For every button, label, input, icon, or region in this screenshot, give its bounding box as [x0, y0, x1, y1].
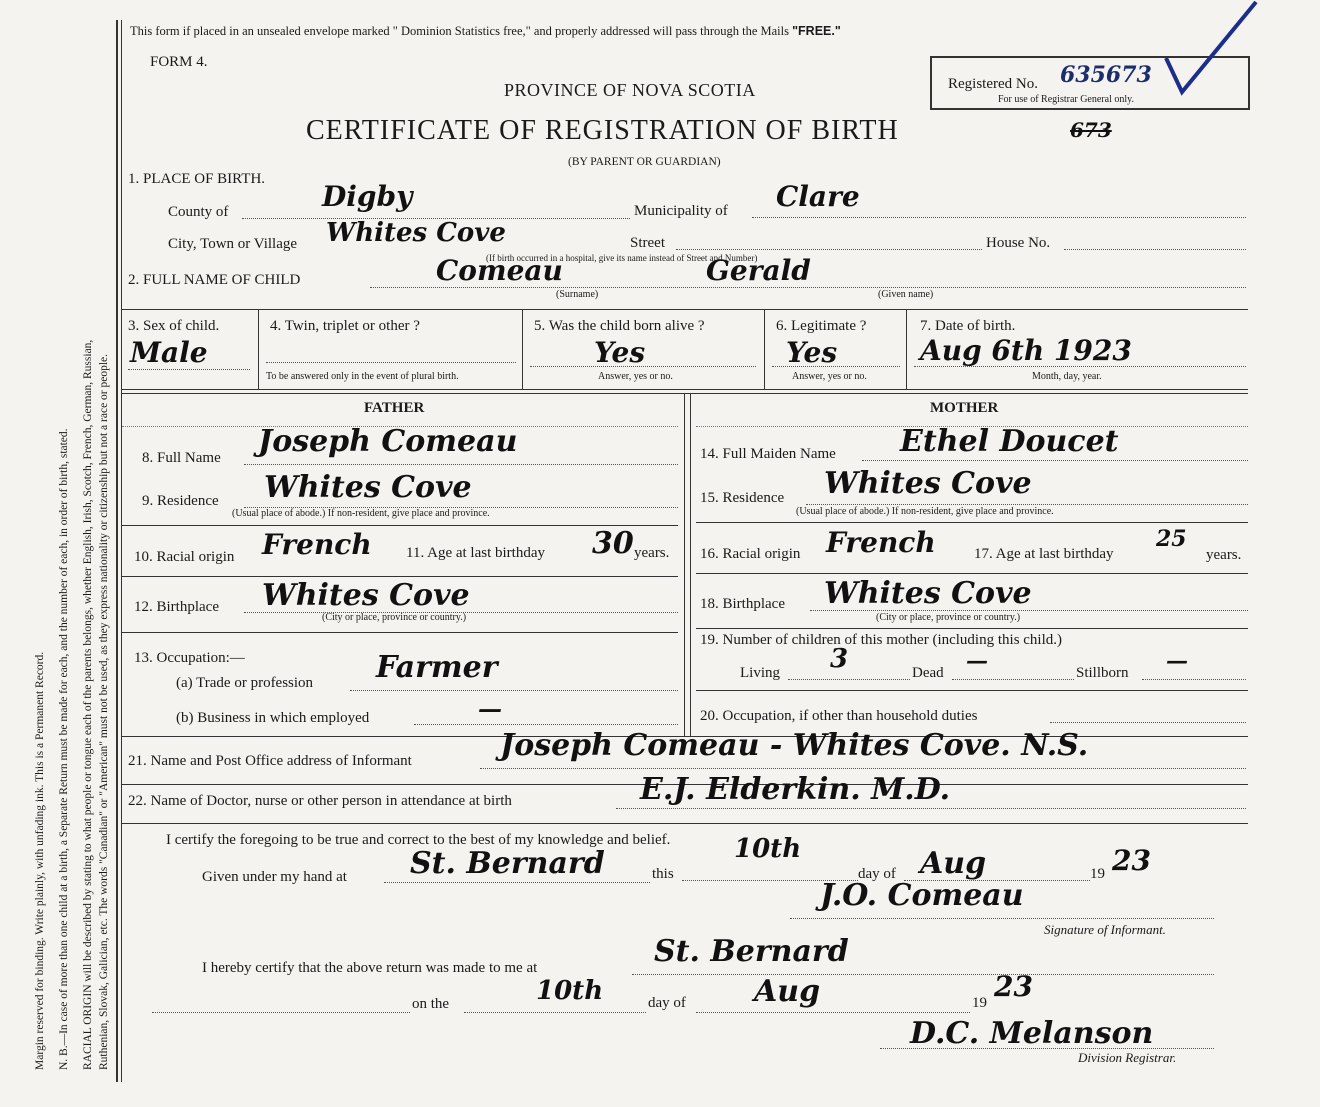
municipality-value: Clare [776, 180, 860, 213]
this-label: this [652, 866, 674, 882]
born-alive-value: Yes [594, 336, 646, 369]
mother-occupation-label: 20. Occupation, if other than household duties [700, 708, 978, 724]
mother-race-label: 16. Racial origin [700, 546, 801, 562]
informant-signature: J.O. Comeau [820, 878, 1024, 913]
municipality-label: Municipality of [634, 203, 728, 219]
given-year-value: 23 [1112, 844, 1151, 877]
father-age-value: 30 [592, 526, 634, 561]
father-name-value: Joseph Comeau [258, 424, 518, 459]
dob-note: Month, day, year. [1032, 371, 1102, 382]
registrar-signature: D.C. Melanson [910, 1016, 1154, 1051]
sex-label: 3. Sex of child. [128, 318, 220, 334]
dob-label: 7. Date of birth. [920, 318, 1016, 334]
county-value: Digby [322, 180, 413, 213]
mother-residence-value: Whites Cove [824, 466, 1032, 501]
place-of-birth-label: 1. PLACE OF BIRTH. [128, 171, 266, 187]
father-trade-label: (a) Trade or profession [176, 675, 314, 691]
division-registrar-caption: Division Registrar. [1078, 1050, 1177, 1065]
margin-rule-inner [121, 20, 122, 1082]
given-day-value: 10th [734, 834, 802, 864]
sex-value: Male [130, 336, 208, 369]
legitimate-label: 6. Legitimate ? [776, 318, 867, 334]
hospital-note: (If birth occurred in a hospital, give its name instead of Street and Number) [486, 253, 758, 263]
surname-value: Comeau [436, 254, 563, 287]
street-label: Street [630, 235, 665, 251]
given-name-caption: (Given name) [878, 289, 934, 300]
mother-age-value: 25 [1156, 526, 1187, 552]
certificate-title: CERTIFICATE OF REGISTRATION OF BIRTH [306, 115, 899, 146]
twin-note: To be answered only in the event of plural birth. [266, 371, 459, 382]
father-business-value: — [478, 694, 502, 723]
year-prefix-label-2: 19 [972, 995, 987, 1011]
dob-value: Aug 6th 1923 [920, 334, 1132, 367]
signature-informant-caption: Signature of Informant. [1044, 922, 1166, 937]
given-month-value: Aug [920, 846, 987, 881]
registration-place-value: St. Bernard [654, 934, 849, 969]
stillborn-value: — [1166, 648, 1188, 674]
mother-birthplace-note: (City or place, province or country.) [876, 612, 1021, 623]
full-name-label: 2. FULL NAME OF CHILD [128, 272, 301, 288]
father-race-value: French [262, 528, 372, 561]
father-birthplace-value: Whites Cove [262, 578, 470, 613]
mother-race-value: French [826, 526, 936, 559]
father-birthplace-note: (City or place, province or country.) [322, 612, 467, 623]
house-label: House No. [986, 235, 1051, 251]
day-of-label: day of [858, 866, 896, 882]
legitimate-note: Answer, yes or no. [792, 371, 867, 382]
stillborn-label: Stillborn [1076, 665, 1129, 681]
dead-value: — [966, 648, 988, 674]
born-alive-label: 5. Was the child born alive ? [534, 318, 705, 334]
title-crossed-number: 673 [1070, 118, 1112, 142]
legitimate-value: Yes [786, 336, 838, 369]
margin-note-racial-origin-2: Ruthenian, Slovak, Galician, etc. The words "Canadian" or "American" must not be used, as they express nationality or citizenship but not a race or people. [98, 353, 110, 1070]
informant-value: Joseph Comeau - Whites Cove. N.S. [500, 728, 1089, 763]
living-label: Living [740, 665, 780, 681]
mother-heading: MOTHER [930, 400, 999, 416]
father-age-years: years. [634, 545, 670, 561]
children-label: 19. Number of children of this mother (including this child.) [700, 632, 1063, 648]
father-race-label: 10. Racial origin [134, 549, 235, 565]
margin-rule [116, 20, 118, 1082]
born-alive-note: Answer, yes or no. [598, 371, 673, 382]
mother-age-label: 17. Age at last birthday [974, 546, 1114, 562]
given-name-value: Gerald [706, 254, 811, 287]
father-occupation-label: 13. Occupation:— [134, 650, 245, 666]
mother-age-years: years. [1206, 547, 1242, 563]
father-birthplace-label: 12. Birthplace [134, 599, 219, 615]
father-business-label: (b) Business in which employed [176, 710, 370, 726]
father-residence-note: (Usual place of abode.) If non-resident, give place and province. [232, 508, 490, 519]
twin-label: 4. Twin, triplet or other ? [270, 318, 420, 334]
province-heading: PROVINCE OF NOVA SCOTIA [504, 80, 756, 100]
on-the-label: on the [412, 996, 450, 1012]
father-residence-value: Whites Cove [264, 470, 472, 505]
registered-note: For use of Registrar General only. [998, 94, 1134, 105]
hereby-certify-label: I hereby certify that the above return was made to me at [202, 960, 538, 976]
margin-note-binding: Margin reserved for binding. Write plainly, with unfading ink. This is a Permanent Record. [34, 651, 46, 1070]
father-residence-label: 9. Residence [142, 493, 219, 509]
postage-note: This form if placed in an unsealed envelope marked " Dominion Statistics free," and properly addressed will pass through the Mails "FREE." [130, 24, 841, 38]
county-label: County of [168, 204, 229, 220]
certificate-subtitle: (BY PARENT OR GUARDIAN) [568, 156, 721, 168]
informant-label: 21. Name and Post Office address of Informant [128, 753, 412, 769]
margin-note-racial-origin: RACIAL ORIGIN will be described by stating to what people or tongue each of the parents belongs, whether English, Irish, Scotch, French, German, Russian, [82, 339, 94, 1070]
living-value: 3 [830, 644, 849, 674]
father-trade-value: Farmer [376, 650, 498, 685]
doctor-label: 22. Name of Doctor, nurse or other person in attendance at birth [128, 793, 512, 809]
given-place-value: St. Bernard [410, 846, 605, 881]
mother-residence-note: (Usual place of abode.) If non-resident, give place and province. [796, 506, 1054, 517]
dead-label: Dead [912, 665, 944, 681]
registration-year-value: 23 [994, 970, 1033, 1003]
mother-name-label: 14. Full Maiden Name [700, 446, 836, 462]
registered-number: 635673 [1060, 62, 1152, 88]
margin-note-plural-birth: N. B.—In case of more than one child at a birth, a Separate Return must be made for each, and the number of each, in order of birth, stated. [58, 428, 70, 1070]
father-heading: FATHER [364, 400, 425, 416]
father-name-label: 8. Full Name [142, 450, 221, 466]
father-age-label: 11. Age at last birthday [406, 545, 545, 561]
checkmark-icon [1160, 0, 1270, 100]
registration-month-value: Aug [754, 974, 821, 1009]
day-of-label-2: day of [648, 995, 686, 1011]
free-label: "FREE." [792, 24, 841, 38]
registered-label: Registered No. [948, 76, 1038, 92]
year-prefix-label: 19 [1090, 866, 1105, 882]
mother-birthplace-label: 18. Birthplace [700, 596, 785, 612]
mother-birthplace-value: Whites Cove [824, 576, 1032, 611]
surname-caption: (Surname) [556, 289, 599, 300]
city-value: Whites Cove [326, 218, 506, 248]
registration-day-value: 10th [536, 976, 604, 1006]
form-number: FORM 4. [150, 54, 208, 70]
given-under-hand-label: Given under my hand at [202, 869, 347, 885]
city-label: City, Town or Village [168, 236, 298, 252]
doctor-value: E.J. Elderkin. M.D. [640, 772, 951, 807]
certify-statement: I certify the foregoing to be true and correct to the best of my knowledge and belief. [166, 832, 671, 848]
mother-residence-label: 15. Residence [700, 490, 785, 506]
mother-name-value: Ethel Doucet [900, 424, 1119, 459]
